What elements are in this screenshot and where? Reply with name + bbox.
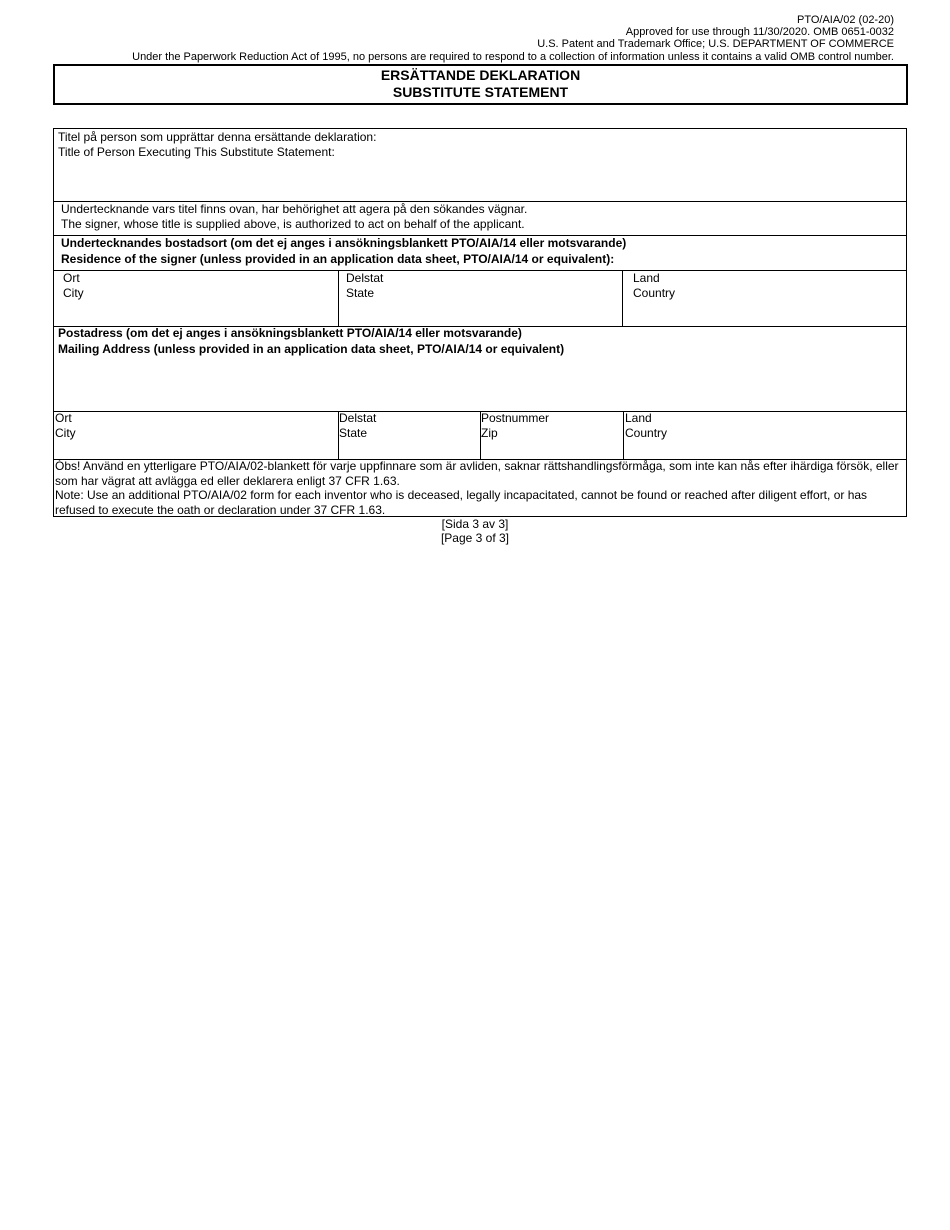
page-number-en: [Page 3 of 3]	[440, 531, 510, 545]
substitute-statement-form	[53, 128, 907, 517]
mailing-zip-field[interactable]	[481, 411, 623, 459]
inventor-note	[55, 459, 903, 517]
residence-city-label-sv: Ort	[63, 271, 80, 285]
mailing-city-field[interactable]	[54, 411, 338, 459]
residence-country-label-en: Country	[633, 286, 676, 300]
mailing-country-label-en: Country	[625, 426, 668, 440]
residence-state-label-en: State	[346, 286, 375, 300]
form-title	[53, 64, 908, 105]
title-person-label-en: Title of Person Executing This Substitute Statement:	[58, 145, 335, 159]
office-name: U.S. Patent and Trademark Office; U.S. DEPARTMENT OF COMMERCE	[537, 38, 894, 50]
paperwork-notice: Under the Paperwork Reduction Act of 1995, no persons are required to respond to a collection of information unless it contains a valid OMB control number.	[132, 51, 894, 63]
residence-country-label-sv: Land	[633, 271, 660, 285]
title-person-field[interactable]	[54, 161, 906, 201]
residence-city-label-en: City	[63, 286, 84, 300]
mailing-state-label-en: State	[339, 426, 368, 440]
mailing-zip-label-en: Zip	[481, 426, 498, 440]
form-title-english: SUBSTITUTE STATEMENT	[392, 84, 569, 100]
page-number-sv: [Sida 3 av 3]	[441, 517, 509, 531]
form-title-swedish: ERSÄTTANDE DEKLARATION	[380, 67, 581, 83]
authorization-text-en: The signer, whose title is supplied above, is authorized to act on behalf of the applicant.	[61, 217, 525, 231]
authorization-text-sv: Undertecknande vars titel finns ovan, har behörighet att agera på den sökandes vägnar.	[61, 202, 528, 216]
mailing-state-label-sv: Delstat	[339, 411, 377, 425]
residence-country-field[interactable]	[623, 270, 906, 326]
residence-city-field[interactable]	[54, 270, 338, 326]
inventor-note-en: Note: Use an additional PTO/AIA/02 form for each inventor who is deceased, legally incapacitated, cannot be found or reached after diligent effort, or has refused to execute the oath or declaration under 37 CFR 1.63.	[55, 488, 868, 517]
mailing-address-field[interactable]	[54, 360, 906, 411]
mailing-heading-sv: Postadress (om det ej anges i ansökningsblankett PTO/AIA/14 eller motsvarande)	[58, 326, 522, 340]
residence-heading-en: Residence of the signer (unless provided in an application data sheet, PTO/AIA/14 or equivalent):	[61, 252, 615, 266]
mailing-city-label-en: City	[55, 426, 76, 440]
residence-heading-sv: Undertecknandes bostadsort (om det ej anges i ansökningsblankett PTO/AIA/14 eller motsvarande)	[61, 236, 627, 250]
mailing-zip-label-sv: Postnummer	[481, 411, 550, 425]
mailing-city-label-sv: Ort	[55, 411, 72, 425]
residence-state-field[interactable]	[339, 270, 622, 326]
inventor-note-sv: Óbs! Använd en ytterligare PTO/AIA/02-blankett för varje uppfinnare som är avliden, saknar rättshandlingsförmåga, som inte kan nås efter ihärdiga försök, eller som har vägrat att avlägga ed eller deklarera enligt 37 CFR 1.63.	[55, 459, 899, 488]
mailing-country-label-sv: Land	[625, 411, 652, 425]
mailing-heading-en: Mailing Address (unless provided in an application data sheet, PTO/AIA/14 or equivalent)	[58, 342, 565, 356]
mailing-state-field[interactable]	[339, 411, 480, 459]
title-person-label-sv: Titel på person som upprättar denna ersättande deklaration:	[58, 130, 377, 144]
form-number: PTO/AIA/02 (02-20)	[796, 14, 894, 26]
approval-notice: Approved for use through 11/30/2020. OMB 0651-0032	[625, 26, 894, 38]
residence-state-label-sv: Delstat	[346, 271, 384, 285]
mailing-country-field[interactable]	[624, 411, 906, 459]
